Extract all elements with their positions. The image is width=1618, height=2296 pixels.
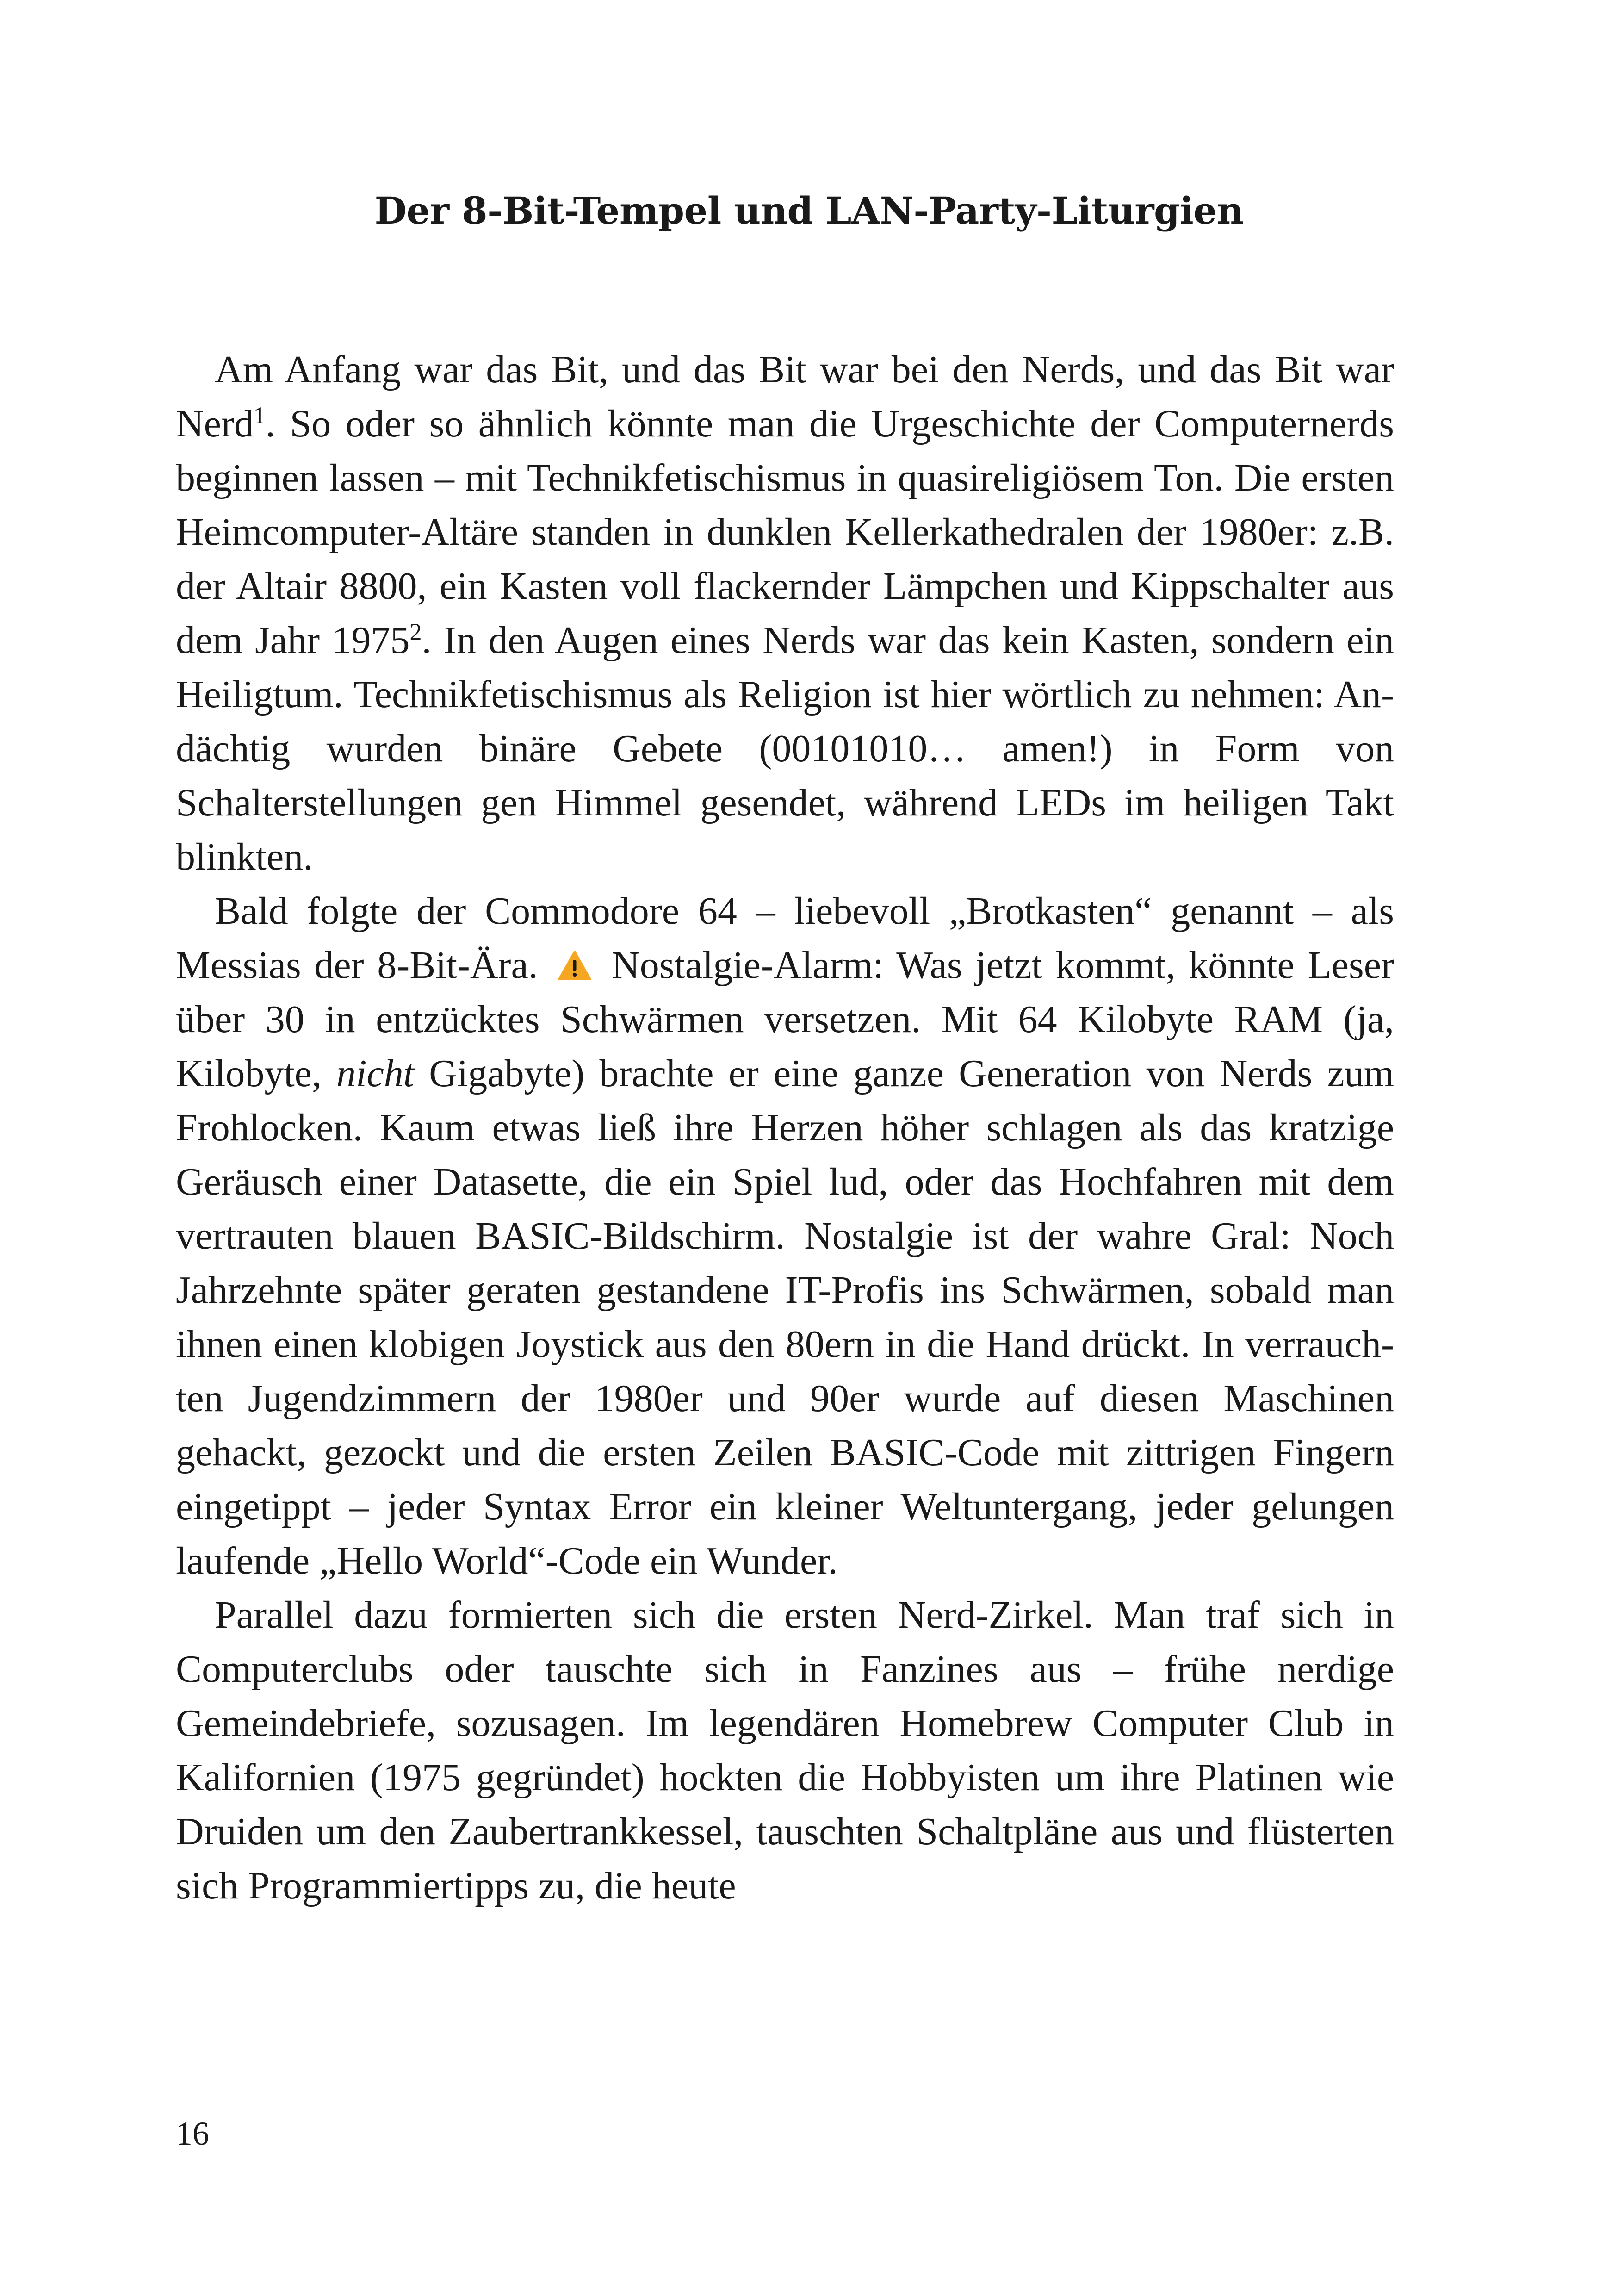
footnote-marker-2: 2 <box>409 619 422 646</box>
page-number: 16 <box>176 2115 209 2152</box>
paragraph-1-text-3: . In den Augen eines Nerds war das kein Kasten, sondern ein Heiligtum. Technikfetischismus als Religion ist hier wörtlich zu nehmen: Andächtig wurden binäre Gebete (00101010… amen!) in Form von Schalterstellungen gen Himmel gesendet, während LEDs im heiligen Takt blinkten. <box>176 619 1394 878</box>
paragraph-1-text-1: Am Anfang war das Bit, und das Bit war bei den Nerds, und das Bit war Nerd <box>176 348 1394 445</box>
paragraph-2 <box>176 884 1394 1588</box>
paragraph-1 <box>176 342 1394 884</box>
paragraph-1-text-2: . So oder so ähnlich könnte man die Urgeschichte der Computernerds beginnen lassen – mit Technikfetischismus in quasireligiösem Ton. Die ersten Heimcomputer-Altäre standen in dunklen Kellerkathedralen der 1980er: z.B. der Altair 8800, ein Kasten voll flackernder Lämpchen und Kippschalter aus dem Jahr 1975 <box>176 402 1394 662</box>
chapter-title: Der 8-Bit-Tempel und LAN-Party-Liturgien <box>374 189 1244 232</box>
paragraph-2-text-2: Nostalgie-Alarm: Was jetzt kommt, könnte Leser über 30 in entzücktes Schwärmen versetzen. Mit 64 Kilobyte RAM (ja, Kilobyte, <box>176 944 1394 1095</box>
body-text <box>176 342 1394 1913</box>
warning-icon <box>558 950 592 981</box>
emphasis-nicht: nicht <box>336 1052 415 1095</box>
paragraph-2-text-3: Gigabyte) brachte er eine ganze Generation von Nerds zum Frohlocken. Kaum etwas ließ ihre Herzen höher schlagen als das kratzige Geräusch einer Datasette, die ein Spiel lud, oder das Hochfahren mit dem vertrauten blauen BASIC-Bildschirm. Nostalgie ist der wahre Gral: Noch Jahrzehnte später geraten gestandene IT-Profis ins Schwärmen, sobald man ihnen einen klobigen Joystick aus den 80ern in die Hand drückt. In verrauchten Jugendzimmern der 1980er und 90er wurde auf diesen Maschinen gehackt, gezockt und die ersten Zeilen BASIC-Code mit zittrigen Fingern eingetippt – jeder Syntax Error ein kleiner Weltuntergang, jeder gelungen laufende „Hello World“-Code ein Wunder. <box>176 1052 1395 1582</box>
footnote-marker-1: 1 <box>253 402 266 429</box>
paragraph-3: Parallel dazu formierten sich die ersten Nerd-Zirkel. Man traf sich in Computerclubs oder tauschte sich in Fanzines aus – frühe nerdige Gemeindebriefe, sozusagen. Im legendären Homebrew Computer Club in Kalifornien (1975 gegründet) hockten die Hobbyisten um ihre Platinen wie Druiden um den Zaubertrankkessel, tauschten Schaltpläne aus und flüsterten sich Programmiertipps zu, die heute <box>176 1593 1394 1907</box>
paragraph-2-text-1: Bald folgte der Commodore 64 – liebevoll „Brotkasten“ genannt – als Messias der 8-Bit-Ära. <box>176 890 1394 987</box>
